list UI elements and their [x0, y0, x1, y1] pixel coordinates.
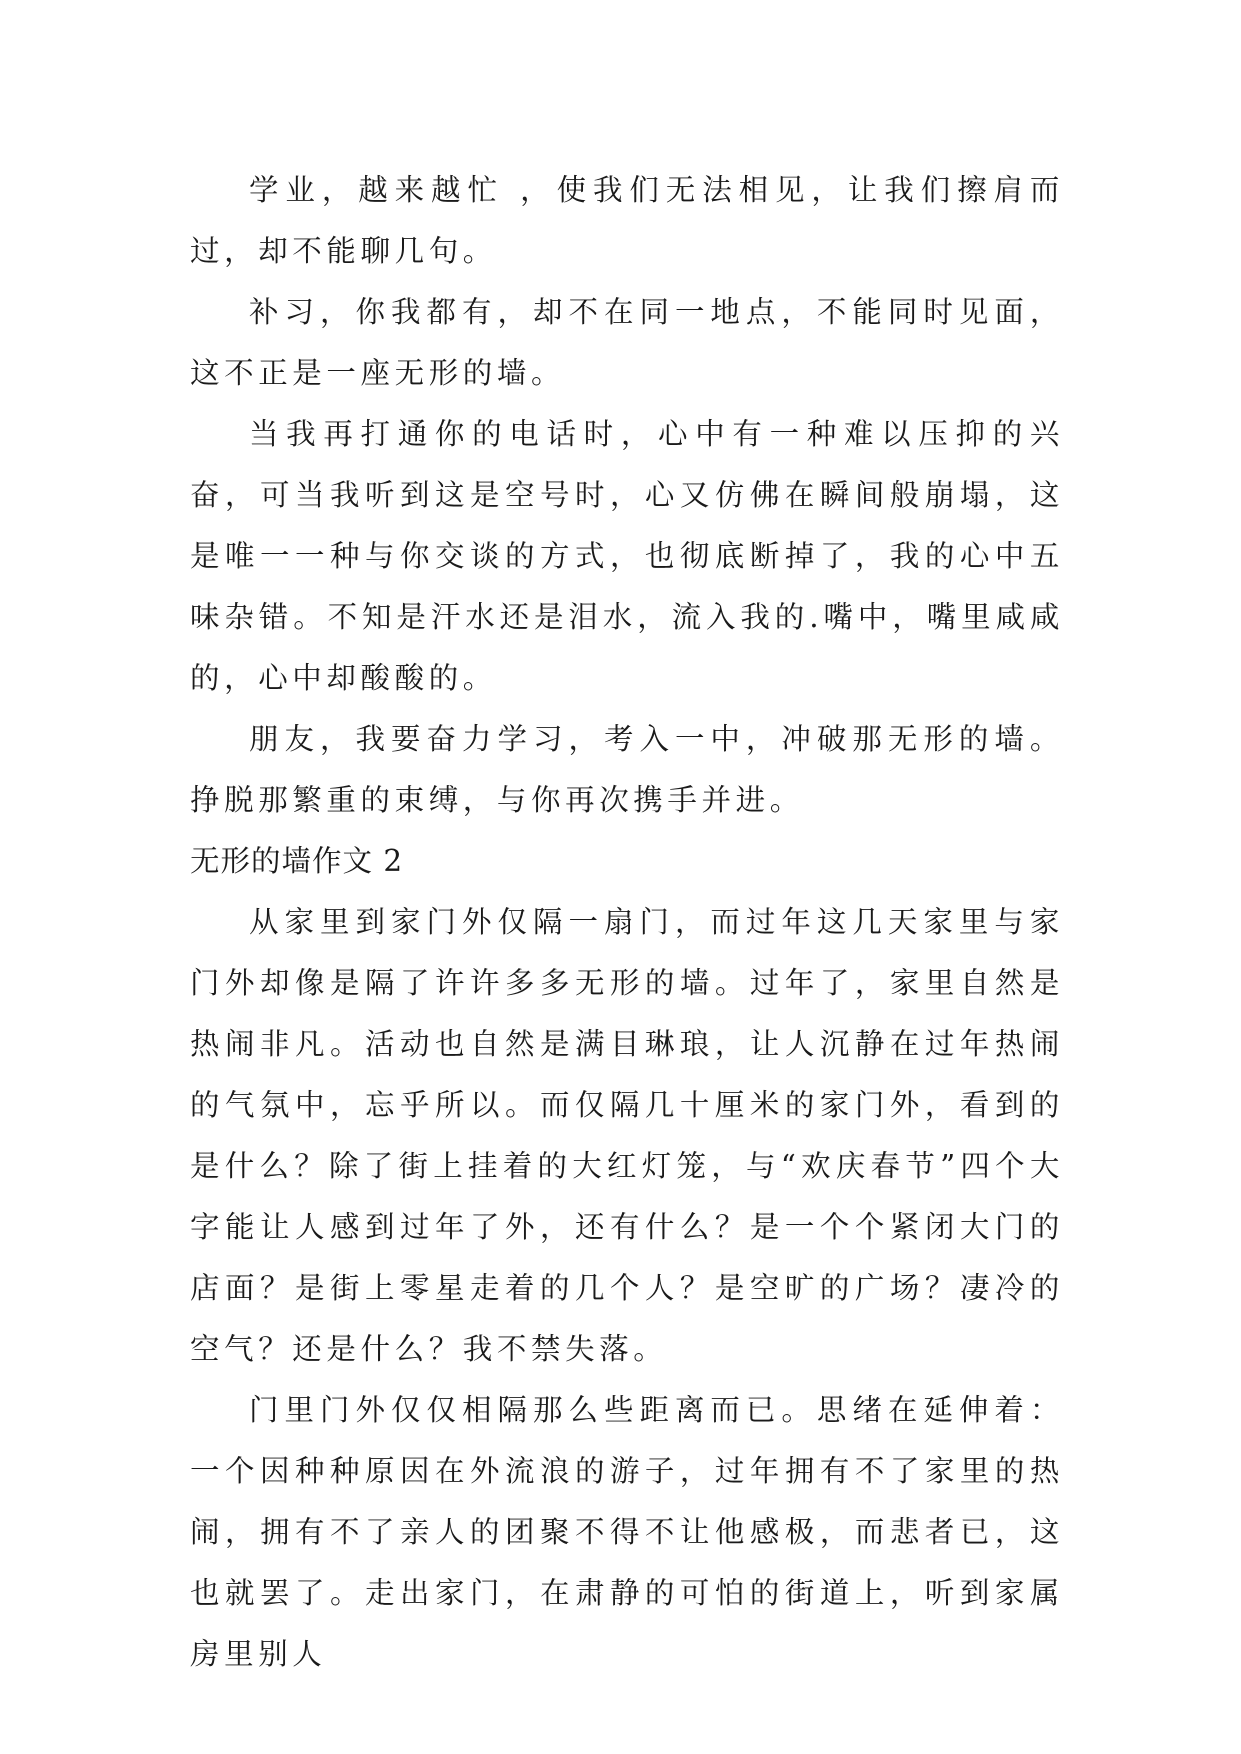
paragraph: 补习，你我都有，却不在同一地点，不能同时见面，这不正是一座无形的墙。 [190, 295, 1064, 390]
section-heading: 无形的墙作文 2 [190, 844, 404, 878]
paragraph: 门里门外仅仅相隔那么些距离而已。思绪在延伸着：一个因种种原因在外流浪的游子，过年拥有不了家里的热闹，拥有不了亲人的团聚不得不让他感极，而悲者已，这也就罢了。走出家门，在肃静的可怕的街道上，听到家属房里别人 [190, 1393, 1064, 1671]
paragraph: 从家里到家门外仅隔一扇门，而过年这几天家里与家门外却像是隔了许许多多无形的墙。过年了，家里自然是热闹非凡。活动也自然是满目琳琅，让人沉静在过年热闹的气氛中，忘乎所以。而仅隔几十厘米的家门外，看到的是什么？除了街上挂着的大红灯笼，与“欢庆春节”四个大字能让人感到过年了外，还有什么？是一个个紧闭大门的店面？是街上零星走着的几个人？是空旷的广场？凄冷的空气？还是什么？我不禁失落。 [190, 905, 1064, 1366]
document-body [190, 160, 1064, 1685]
paragraph: 当我再打通你的电话时，心中有一种难以压抑的兴奋，可当我听到这是空号时，心又仿佛在瞬间般崩塌，这是唯一一种与你交谈的方式，也彻底断掉了，我的心中五味杂错。不知是汗水还是泪水，流入我的.嘴中，嘴里咸咸的，心中却酸酸的。 [190, 417, 1064, 695]
paragraph: 朋友，我要奋力学习，考入一中，冲破那无形的墙。挣脱那繁重的束缚，与你再次携手并进。 [190, 722, 1064, 817]
paragraph: 学业，越来越忙 ，使我们无法相见，让我们擦肩而过，却不能聊几句。 [190, 173, 1064, 268]
